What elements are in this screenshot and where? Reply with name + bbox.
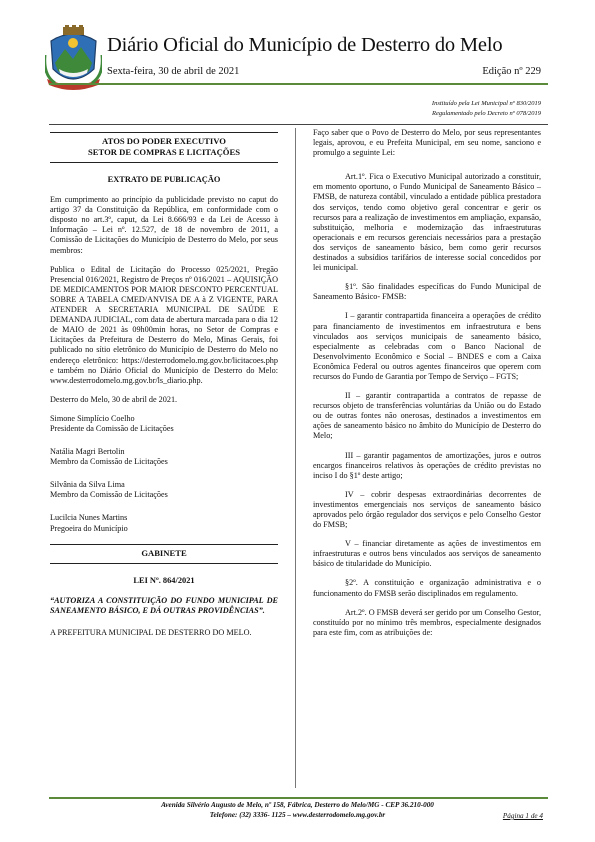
left-column [50, 128, 278, 647]
item-iii: III – garantir pagamentos de amortizações, juros e outros encargos financeiros relativos às operações de crédito previstas no inciso I do §1º deste artigo; [313, 450, 541, 480]
section-header-executive [50, 132, 278, 163]
content-top-rule [49, 124, 548, 125]
paragraph-2: §2º. A constituição e organização administrativa e o funcionamento do FMSB serão disciplinados em regulamento. [313, 578, 541, 598]
institution-law-note: Instituído pela Lei Municipal nº 830/2019 [431, 100, 541, 107]
signer-name: Simone Simplício Coelho [50, 413, 135, 423]
extract-title: EXTRATO DE PUBLICAÇÃO [107, 175, 221, 184]
signature-entry [50, 480, 278, 500]
signer-role: Membro da Comissão de Licitações [50, 457, 168, 467]
prefeitura-line: A PREFEITURA MUNICIPAL DE DESTERRO DO MELO. [50, 627, 252, 637]
item-i: I – garantir contrapartida financeira a operações de crédito para financiamento de investimentos em infraestrutura e bens vinculados aos serviços municipais de saneamento básico, especialmente as celebradas com o Banco Nacional de Desenvolvimento Econômico e Social – BNDES e com a Caixa Econômica Federal ou outros agentes financeiros que operem com recursos do Fundo de Garantia por Tempo de Serviço – FGTS; [313, 311, 541, 381]
header-rule [49, 83, 548, 85]
signature-entry [50, 513, 278, 533]
paragraph-1: §1º. São finalidades específicas do Fundo Municipal de Saneamento Básico- FMSB: [313, 282, 541, 302]
footer-rule [49, 797, 548, 799]
signer-name: Lucilcia Nunes Martins [50, 513, 128, 523]
law-title: LEI Nº. 864/2021 [133, 575, 195, 585]
item-ii: II – garantir contrapartida a contratos de repasse de recursos objeto de transferências voluntárias da União ou do Estado ou de outras fontes não onerosas, destinados a investimentos em ações de saneamento básico no âmbito do Município de Desterro do Melo; [313, 391, 541, 441]
footer-contact: Telefone: (32) 3336- 1125 – www.desterrodomelo.mg.gov.br [209, 811, 386, 819]
item-iv: IV – cobrir despesas extraordinárias decorrentes de investimentos emergenciais nos serviços de saneamento básico aprovados pelo órgão regulador dos serviços e pelo Conselho Gestor do FMSB; [313, 489, 541, 530]
section-header-gabinete: GABINETE [50, 544, 278, 564]
article-2: Art.2º. O FMSB deverá ser gerido por um Conselho Gestor, constituído por no mínimo três membros, especialmente designados para este fim, com as atribuições de: [313, 607, 541, 637]
law-intro: Faço saber que o Povo de Desterro do Melo, por seus representantes legais, aprovou, e eu Prefeita Municipal, em seu nome, sanciono e promulgo a seguinte Lei: [313, 128, 541, 158]
signer-role: Presidente da Comissão de Licitações [50, 423, 174, 433]
item-v: V – financiar diretamente as ações de investimentos em infraestruturas e outros bens vinculados aos serviços de saneamento básico de titularidade do Município. [313, 539, 541, 569]
signature-entry [50, 414, 278, 434]
edition-number: Edição nº 229 [482, 66, 541, 77]
signature-entry [50, 447, 278, 467]
section-title: ATOS DO PODER EXECUTIVO [102, 136, 226, 146]
page-number: Página 1 de 4 [502, 812, 543, 820]
signer-role: Membro da Comissão de Licitações [50, 490, 168, 500]
right-column [313, 128, 541, 647]
paragraph-intro: Em cumprimento ao princípio da publicidade previsto no caput do artigo 37 da Constituição da República, em conformidade com o disposto no art.3º, caput, da Lei 8.666/93 e da Lei de Acesso à Informação – Lei nº. 12.527, de 18 de novembro de 2011, a Comissão de Licitações do Município de Desterro do Melo, por seus membros: [50, 195, 278, 255]
regulation-decree-note: Regulamentado pelo Decreto nº 078/2019 [431, 110, 541, 117]
place-date: Desterro do Melo, 30 de abril de 2021. [50, 394, 178, 404]
article-1: Art.1º. Fica o Executivo Municipal autorizado a constituir, em momento oportuno, o Fundo Municipal de Saneamento Básico – FMSB, de natureza contábil, vinculado a entidade pública prestadora dos serviços, tendo como objetivo geral concentrar e gerir os recursos para a realização de investimentos em ampliação, expansão, substituição, melhoria e modernização das infraestruturas operacionais e em recursos gerenciais necessários para a prestação dos serviços de saneamento básico, bem como gerir recursos destinados a subsídios tarifários de interesse social concedidos por lei municipal. [313, 172, 541, 273]
signature-block [50, 414, 278, 534]
publication-date: Sexta-feira, 30 de abril de 2021 [107, 66, 240, 77]
page-title: Diário Oficial do Município de Desterro do Melo [107, 34, 503, 56]
municipal-coat-of-arms-icon [45, 25, 102, 91]
law-summary: “AUTORIZA A CONSTITUIÇÃO DO FUNDO MUNICIPAL DE SANEAMENTO BÁSICO, E DÁ OUTRAS PROVIDÊNCIAS”. [50, 595, 278, 615]
signer-name: Natália Magri Bertolin [50, 447, 125, 457]
signer-role: Pregoeira do Município [50, 523, 128, 533]
paragraph-edital: Publica o Edital de Licitação do Processo 025/2021, Pregão Presencial 016/2021, Registro de Preços nº 016/2021 – AQUISIÇÃO DE MEDICAMENTOS POR MAIOR DESCONTO PERCENTUAL SOBRE A TABELA CMED/ANVISA DE A à Z VIGENTE, PARA ATENDER A SECRETARIA MUNICIPAL DE SAÚDE E DEMANDA JUDICIAL, com data de abertura marcada para o dia 12 de MAIO de 2021 às 09h00min horas, no Setor de Compras e Licitações da Prefeitura de Desterro do Melo, Minas Gerais, foi publicado no sítio eletrônico do Município de Desterro do Melo no endereço eletrônico: https://desterrodomelo.mg.gov.br/licitacoes.php e também no Diário Oficial do Município de Desterro do Melo: www.desterrodomelo.mg.gov.br/ls_diario.php. [50, 264, 278, 385]
section-subtitle: SETOR DE COMPRAS E LICITAÇÕES [87, 147, 240, 157]
footer-address: Avenida Silvério Augusto de Melo, nº 158, Fábrica, Desterro do Melo/MG - CEP 36.210-000 [161, 801, 434, 809]
column-divider [295, 128, 296, 788]
signer-name: Silvânia da Silva Lima [50, 480, 125, 490]
